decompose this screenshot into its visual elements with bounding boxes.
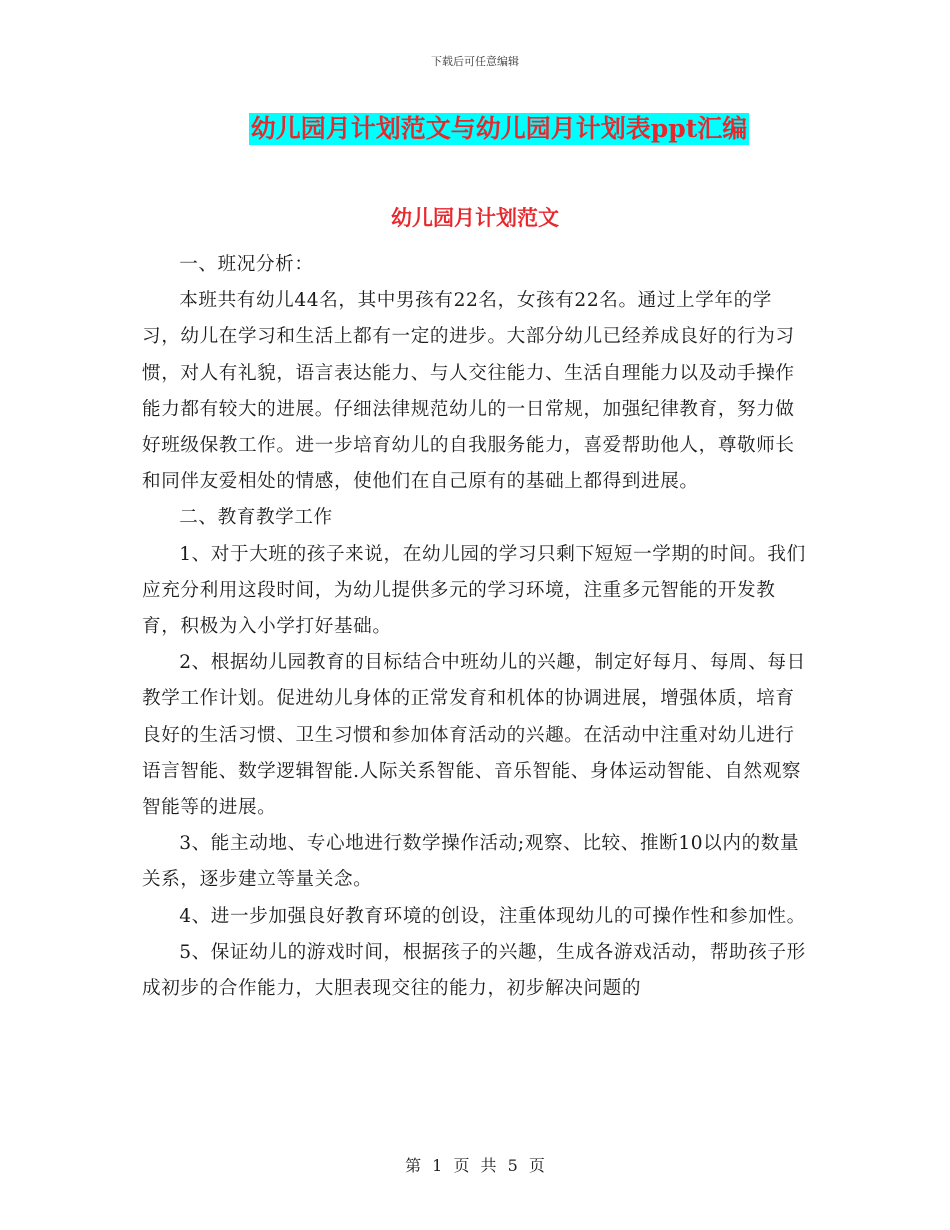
- paragraph: 5、保证幼儿的游戏时间，根据孩子的兴趣，生成各游戏活动，帮助孩子形成初步的合作能力，大胆表现交往的能力，初步解决问题的: [142, 941, 806, 1000]
- section-title: 幼儿园月计划范文: [391, 205, 559, 230]
- paragraph: 4、进一步加强良好教育环境的创设，注重体现幼儿的可操作性和参加性。: [179, 905, 806, 927]
- paragraph: 1、对于大班的孩子来说，在幼儿园的学习只剩下短短一学期的时间。我们应充分利用这段时间，为幼儿提供多元的学习环境，注重多元智能的开发教育，积极为入小学打好基础。: [142, 543, 806, 638]
- paragraph: 本班共有幼儿44名，其中男孩有22名，女孩有22名。通过上学年的学习，幼儿在学习和生活上都有一定的进步。大部分幼儿已经养成良好的行为习惯，对人有礼貌，语言表达能力、与人交往能力、生活自理能力以及动手操作能力都有较大的进展。仔细法律规范幼儿的一日常规，加强纪律教育，努力做好班级保教工作。进一步培育幼儿的自我服务能力，喜爱帮助他人，尊敬师长和同伴友爱相处的情感，使他们在自己原有的基础上都得到进展。: [142, 290, 795, 493]
- page-footer: 第 1 页 共 5 页: [405, 1156, 545, 1175]
- document-body: [142, 247, 806, 1007]
- heading-class-analysis: 一、班况分析：: [179, 254, 314, 275]
- main-title: 幼儿园月计划范文与幼儿园月计划表ppt汇编: [250, 114, 748, 143]
- header-note: 下载后可任意编辑: [431, 55, 519, 68]
- paragraph: 3、能主动地、专心地进行数学操作活动;观察、比较、推断10以内的数量关系，逐步建立等量关念。: [142, 833, 800, 891]
- heading-teaching-work: 二、教育教学工作: [179, 507, 333, 529]
- main-title-container: [0, 113, 950, 145]
- paragraph: 2、根据幼儿园教育的目标结合中班幼儿的兴趣，制定好每月、每周、每日教学工作计划。促进幼儿身体的正常发育和机体的协调进展，增强体质，培育良好的生活习惯、卫生习惯和参加体育活动的兴趣。在活动中注重对幼儿进行语言智能、数学逻辑智能.人际关系智能、音乐智能、身体运动智能、自然观察智能等的进展。: [142, 652, 806, 819]
